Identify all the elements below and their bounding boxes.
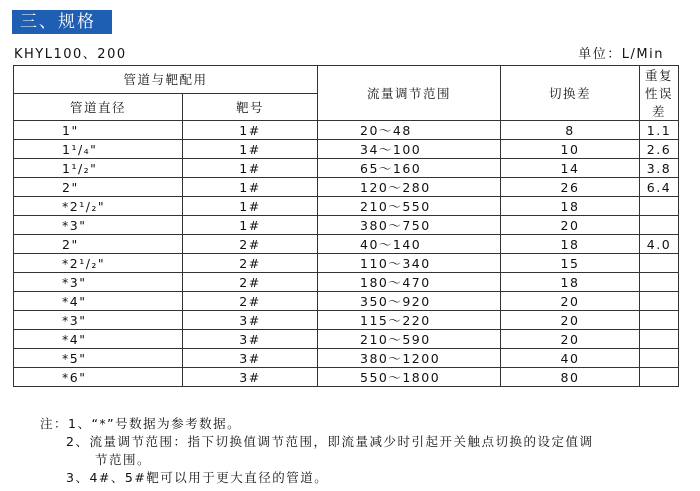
notes [40,415,593,487]
cell-error [640,216,679,235]
cell-error: 6.4 [640,178,679,197]
cell-diameter: 2" [14,178,183,197]
table-row [14,121,679,140]
cell-switch: 26 [501,178,640,197]
cell-target: 1# [183,178,318,197]
section-title: 三、规格 [12,10,112,34]
cell-flow: 210～550 [318,197,501,216]
header-diameter: 管道直径 [14,93,183,121]
header-flow: 流量调节范围 [318,66,501,121]
cell-target: 1# [183,197,318,216]
cell-diameter: *3" [14,311,183,330]
cell-switch: 18 [501,273,640,292]
cell-target: 1# [183,140,318,159]
table-row [14,349,679,368]
cell-diameter: *3" [14,216,183,235]
cell-error [640,311,679,330]
cell-diameter: *2¹/₂" [14,254,183,273]
table-row [14,216,679,235]
cell-flow: 210～590 [318,330,501,349]
cell-flow: 40～140 [318,235,501,254]
table-row [14,235,679,254]
header-group: 管道与靶配用 [14,66,318,94]
cell-flow: 350～920 [318,292,501,311]
cell-flow: 115～220 [318,311,501,330]
table-row [14,368,679,387]
cell-error: 3.8 [640,159,679,178]
table-row [14,311,679,330]
cell-flow: 34～100 [318,140,501,159]
cell-error [640,197,679,216]
cell-flow: 65～160 [318,159,501,178]
cell-target: 3# [183,311,318,330]
table-row [14,273,679,292]
cell-flow: 380～750 [318,216,501,235]
cell-switch: 20 [501,311,640,330]
cell-flow: 120～280 [318,178,501,197]
cell-error: 2.6 [640,140,679,159]
cell-switch: 20 [501,292,640,311]
header-target: 靶号 [183,93,318,121]
cell-error [640,349,679,368]
cell-diameter: 2" [14,235,183,254]
table-row [14,159,679,178]
cell-diameter: *4" [14,292,183,311]
cell-switch: 20 [501,216,640,235]
cell-target: 2# [183,254,318,273]
cell-flow: 380～1200 [318,349,501,368]
cell-switch: 8 [501,121,640,140]
cell-diameter: 1" [14,121,183,140]
cell-error [640,292,679,311]
cell-switch: 14 [501,159,640,178]
header-error: 重复性误差 [640,66,679,121]
cell-target: 2# [183,292,318,311]
cell-error: 1.1 [640,121,679,140]
cell-target: 1# [183,159,318,178]
cell-error [640,254,679,273]
note-2: 2、流量调节范围：指下切换值调节范围，即流量减少时引起开关触点切换的设定值调 [66,434,594,449]
model-label: KHYL100、200 [14,47,127,62]
cell-diameter: *6" [14,368,183,387]
note-2-continued: 节范围。 [95,452,152,467]
table-row [14,178,679,197]
table-row [14,292,679,311]
cell-target: 3# [183,368,318,387]
cell-target: 1# [183,121,318,140]
cell-switch: 80 [501,368,640,387]
cell-flow: 180～470 [318,273,501,292]
cell-switch: 18 [501,235,640,254]
cell-diameter: *3" [14,273,183,292]
table-row [14,197,679,216]
cell-diameter: *4" [14,330,183,349]
cell-switch: 15 [501,254,640,273]
cell-target: 3# [183,330,318,349]
cell-error [640,273,679,292]
cell-error [640,330,679,349]
cell-target: 1# [183,216,318,235]
cell-diameter: *5" [14,349,183,368]
table-row [14,140,679,159]
cell-flow: 110～340 [318,254,501,273]
cell-switch: 40 [501,349,640,368]
spec-table [13,65,679,387]
unit-label: 单位：L/Min [578,47,664,62]
note-3: 3、4#、5#靶可以用于更大直径的管道。 [66,470,329,485]
table-row [14,254,679,273]
cell-diameter: *2¹/₂" [14,197,183,216]
table-row [14,330,679,349]
cell-target: 2# [183,273,318,292]
cell-diameter: 1¹/₄" [14,140,183,159]
cell-error: 4.0 [640,235,679,254]
cell-flow: 20～48 [318,121,501,140]
cell-target: 3# [183,349,318,368]
cell-diameter: 1¹/₂" [14,159,183,178]
note-1: 注：1、“*”号数据为参考数据。 [40,416,242,431]
header-switch: 切换差 [501,66,640,121]
cell-flow: 550～1800 [318,368,501,387]
cell-error [640,368,679,387]
cell-target: 2# [183,235,318,254]
cell-switch: 18 [501,197,640,216]
cell-switch: 20 [501,330,640,349]
cell-switch: 10 [501,140,640,159]
